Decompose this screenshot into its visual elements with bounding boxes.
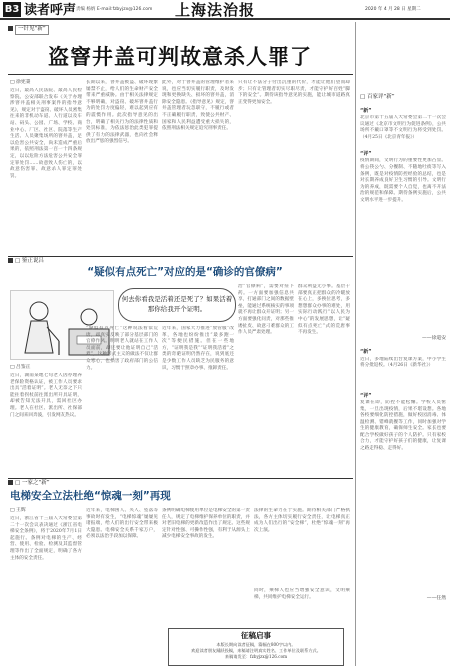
sidebar-sub-new: “新” bbox=[360, 107, 372, 114]
article2-kicker: □ 鉴正说吕 bbox=[8, 258, 44, 266]
editor-info: 责编 杨炳 E-mail:fzbyjzx@126.com bbox=[76, 7, 153, 12]
square-bullet-icon bbox=[8, 258, 13, 263]
article2-col3: 近年来，国家大力推进“放管服”改革，各地也纷纷推出“最多跑一次”等便民措施。但在一些地方，“证明我是我”“证明我活着”之类的奇葩证明仍然存在，说到底还是少数工作人员缺乏为民服务的意识，习惯于照章办事、推卸责任。 bbox=[162, 326, 234, 371]
notice-title: 征稿启事 bbox=[241, 631, 271, 640]
sidebar-sub-comment: “评” bbox=[360, 151, 372, 158]
notice-email[interactable]: 来稿请发至：fzbyjzx@126.com bbox=[224, 653, 288, 659]
article3-col2: 近年来，电梯困人、夹人、坠落等事故时有发生，“电梯惊魂”屡屡见诸报端，给人们的出行安全带来极大隐患。电梯安全关系千家万户，必须以法治手段加以保障。 bbox=[86, 508, 158, 540]
article3-col1: 近日，浙江省十三届人大常委会第二十一次会议表决通过《浙江省电梯安全条例》，将于2020年7月1日起施行。条例对电梯的生产、经营、使用、检验、检测及其监督管理等作出了全面规定，明确了各方主体的安全责任。 bbox=[10, 516, 82, 561]
article2-col2: “疑似有点死亡”这种说法看似荒唐，却真实反映了部分基层部门的官僚作风。明明老人就站在工作人员面前，却还要让他证明自己“活着”，这种形式主义的做法不仅让群众寒心，也损害了政府部门的公信力。 bbox=[86, 326, 158, 371]
page-number: B3 bbox=[4, 4, 20, 15]
article1-col4: 只有让不法分子付出沉重的代价，才能让他们望而却步；只有让管理者切实尽职尽责，才能守护好百姓“脚下的安全”。期待该指导意见的实施，能让城市道路真正变得更加安全。 bbox=[238, 80, 350, 105]
divider bbox=[8, 256, 353, 257]
divider bbox=[8, 478, 353, 479]
sidebar-sub-new: “新” bbox=[360, 349, 372, 356]
sidebar-kicker: □ 百家评“新” bbox=[360, 94, 395, 100]
sidebar-news-1: 北京市第十五届人大常委会第二十一次会议通过《北京市文明行为促进条例》，公共场所不戴口罩等不文明行为将受到处罚。（4月25日《北京青年报》） bbox=[360, 115, 446, 140]
call-for-submissions-box bbox=[168, 628, 344, 666]
article1-col2: 长期以来，窨井盖被盗、破坏现象屡禁不止，给人们的生命财产安全带来严重威胁。由于相关法律规定不够明确，对盗窃、破坏窨井盖行为的处罚力度偏轻，难以起到应有的震慑作用。此次指导意见的出台，明确了相关行为的法律性质和处罚标准，为依法惩治此类犯罪提供了有力的法律武器，也向社会释放出严惩的强烈信号。 bbox=[86, 80, 158, 145]
article1-kicker: 一针见“新” bbox=[8, 25, 49, 35]
article3-col4: 法律的生命力在于实施。期待相关部门严格执法，各方主体切实履行安全责任，让电梯真正成为人们出行的“安全梯”，杜绝“惊魂一刻”再次上演。 bbox=[254, 508, 350, 533]
article3-col3: 条例明确电梯使用单位是电梯安全的第一责任人，规定了电梯维护保养单位的职责，并对老旧电梯的更新改造作出了规定。这些规定针对性强、可操作性强，有利于从源头上减少电梯安全事故的发生。 bbox=[162, 508, 250, 540]
masthead-logo: 上海法治报 bbox=[175, 1, 256, 19]
article1-byline: □ 徐宪秉 bbox=[10, 80, 31, 85]
article1-col1: 近日，最高人民法院、最高人民检察院、公安部联合发布《关于办理涉窨井盖相关刑事案件的指导意见》，规定对于盗窃、破坏人员密集往来的非机动车道、人行道以及车站、码头、公园、广场、学校、商业中心、厂区、社区、院落等生产生活、人员聚集场所的窨井盖，足以危害公共安全，尚未造成严重后果的，依照刑法第一百一十四条规定，以以危险方法危害公共安全罪定罪处罚……故意致人伤亡的，以故意伤害罪、故意杀人罪定罪处罚。 bbox=[10, 88, 82, 179]
article3-kicker: □ 一家之“新” bbox=[8, 480, 50, 488]
article3-col5: 同时，乘梯人也应当增强安全意识，文明乘梯，共同维护电梯安全运行。 bbox=[254, 588, 350, 600]
sidebar-commentary bbox=[360, 94, 446, 603]
notice-line: 欢迎读者朋友踊跃投稿，来稿请注明真实姓名、工作单位及联系方式。 bbox=[191, 647, 321, 653]
column-divider bbox=[355, 22, 356, 666]
notice-line: 本版长期向读者征稿，篇幅在800字以内。 bbox=[216, 641, 296, 647]
square-bullet-icon bbox=[8, 480, 13, 485]
issue-date: 2020 年 4 月 28 日 星期二 bbox=[365, 7, 421, 12]
sidebar-news-2: 近日，多地陆续出台复课方案，中小学生将分批返校。（4月26日《新华社》） bbox=[360, 356, 446, 369]
article1-headline[interactable]: 盗窨井盖可判故意杀人罪了 bbox=[48, 45, 312, 69]
article3-headline[interactable]: 电梯安全立法杜绝“惊魂一刻”再现 bbox=[10, 490, 171, 502]
speech-bubble: 何去你看我是活着还是死了？如果活着那你给我开个证明。 bbox=[118, 288, 236, 322]
section-title: 读者呼声 bbox=[24, 3, 77, 18]
sidebar-comment-2: 复课在即，防控不能松懈。学校人员密集，一旦出现疫情，后果不堪设想。各地各校要细化防控措施，做好校园消毒、体温检测、错峰就餐等工作，同时加强对学生的健康教育，确保师生安全。家长也要配合学校做好孩子的个人防护。只有家校合力，才能守护好孩子们的健康，让复课之路走得稳、走得好。 bbox=[360, 399, 446, 452]
article2-col1: 近日，湖南某地七旬老人因办理养老保险资格认证，被工作人员要求出具“活着证明”。老人无奈之下只能拄着拐杖前往派出所开具证明，却被告知无法开具，需回社区办理。老人在社区、派出所、社保部门之间来回奔波，引发网友热议。 bbox=[10, 373, 82, 418]
article2-headline[interactable]: “疑似有点死亡”对应的是“确诊的官僚病” bbox=[87, 266, 283, 278]
article3-byline: □ 王辉 bbox=[10, 508, 26, 513]
sidebar-comment-1: 疫情期间，文明行为的重要性更加凸显。将公筷公勺、分餐制、不随地吐痰等写入条例，既是对疫情防控经验的总结，也是对长期养成良好卫生习惯的引导。文明行为的养成，既需要个人自觉，也离不开法治的规范和保障。期待条例实施后，公共文明水平进一步提升。 bbox=[360, 158, 446, 204]
article2-col5: 群众利益无小事。基层干部要真正把群众的冷暖放在心上，多换位思考，多想想群众办事的难处，用实际行动践行“以人民为中心”的发展思想，让“疑似有点死亡”式的荒唐事不再发生。 bbox=[298, 284, 350, 336]
square-bullet-icon bbox=[8, 26, 13, 31]
sidebar-author: ——任然 bbox=[426, 595, 446, 601]
sidebar-sub-comment: “评” bbox=[360, 392, 372, 399]
article2-byline: □ 吕鉴正 bbox=[10, 365, 31, 370]
divider bbox=[8, 74, 353, 75]
article1-col3: 此外，对于窨井盖的管理维护者来说，也应当切实履行职责，及时发现和更换缺失、损坏的窨井盖，消除安全隐患。《指导意见》规定，窨井盖管理者玩忽职守，不履行或者不正确履行职责，致使公共财产、国家和人民利益遭受重大损失的，依照刑法相关规定追究刑事责任。 bbox=[162, 80, 234, 132]
sidebar-author: ——徐道安 bbox=[422, 336, 446, 342]
article2-col4: 治“官僚病”，需要对症下药。一方面要加强信息共享，打通部门之间的数据壁垒，能通过系统核实的事项就不再让群众开证明；另一方面要强化问责，对那些推诿扯皮、故意刁难群众的工作人员严肃处理。 bbox=[238, 284, 294, 336]
